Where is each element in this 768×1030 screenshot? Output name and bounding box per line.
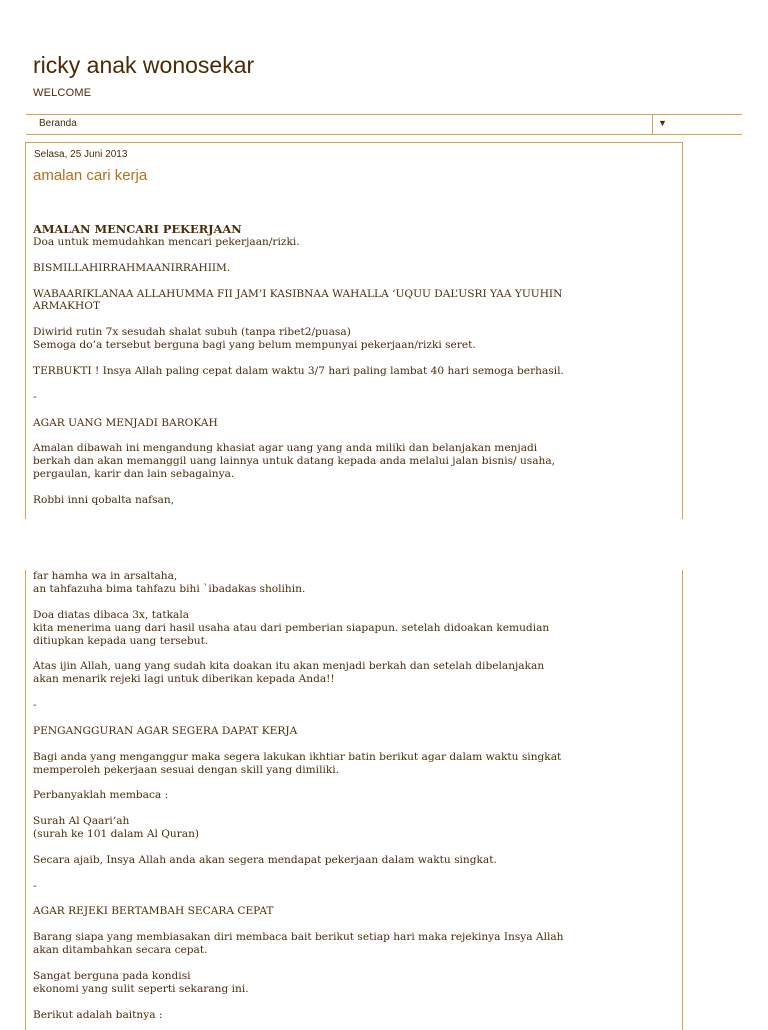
post-text-line: Surah Al Qaari’ah	[33, 815, 130, 828]
blog-description: WELCOME	[33, 87, 92, 99]
page-navigation-bar	[26, 114, 742, 135]
post-text-line: -	[33, 699, 37, 712]
post-text-line: WABAARIKLANAA ALLAHUMMA FII JAM’I KASIBNAA WAHALLA ‘UQUU DAL’USRI YAA YUUHIN	[33, 287, 563, 300]
post-body-continued	[33, 570, 563, 1022]
post-text-line: akan ditambahkan secara cepat.	[33, 944, 208, 957]
paragraph-gap	[33, 996, 563, 1009]
paragraph-gap	[33, 686, 563, 699]
post-text-line: PENGANGGURAN AGAR SEGERA DAPAT KERJA	[33, 724, 298, 737]
paragraph-gap	[33, 275, 563, 288]
paragraph-gap	[33, 352, 563, 365]
post-text-line: AGAR REJEKI BERTAMBAH SECARA CEPAT	[33, 905, 274, 918]
post-body	[33, 223, 563, 507]
paragraph-gap	[33, 481, 563, 494]
nav-dropdown-button[interactable]	[652, 115, 741, 134]
paragraph-gap	[33, 249, 563, 262]
post-text-line: Semoga do’a tersebut berguna bagi yang belum mempunyai pekerjaan/rizki seret.	[33, 339, 476, 352]
post-text-line: an tahfazuha bima tahfazu bihi `ibadakas sholihin.	[33, 582, 306, 595]
post-text-line: (surah ke 101 dalam Al Quran)	[33, 828, 200, 841]
post-text-line: Doa untuk memudahkan mencari pekerjaan/rizki.	[33, 235, 300, 248]
paragraph-gap	[33, 893, 563, 906]
post-text-line: Secara ajaib, Insya Allah anda akan segera mendapat pekerjaan dalam waktu singkat.	[33, 853, 497, 866]
post-text-line: Bagi anda yang menganggur maka segera lakukan ikhtiar batin berikut agar dalam waktu singkat	[33, 750, 562, 763]
paragraph-gap	[33, 867, 563, 880]
post-text-line: Barang siapa yang membiasakan diri membaca bait berikut setiap hari maka rejekinya Insya Allah	[33, 931, 564, 944]
post-text-line: ARMAKHOT	[33, 300, 101, 313]
post-text-line: -	[33, 390, 37, 403]
post-text-line: -	[33, 879, 37, 892]
post-text-line: BISMILLAHIRRAHMAANIRRAHIIM.	[33, 261, 231, 274]
post-heading: AMALAN MENCARI PEKERJAAN	[33, 222, 242, 236]
paragraph-gap	[33, 802, 563, 815]
paragraph-gap	[33, 918, 563, 931]
post-text-line: Robbi inni qobalta nafsan,	[33, 493, 175, 506]
post-text-line: pergaulan, karir dan lain sebagainya.	[33, 468, 235, 481]
dropdown-arrow-icon: ▼	[658, 118, 667, 128]
paragraph-gap	[33, 738, 563, 751]
post-text-line: Diwirid rutin 7x sesudah shalat subuh (tanpa ribet2/puasa)	[33, 326, 351, 339]
post-title[interactable]: amalan cari kerja	[33, 167, 148, 184]
post-text-line: Doa diatas dibaca 3x, tatkala	[33, 608, 190, 621]
post-text-line: memperoleh pekerjaan sesuai dengan skill yang dimiliki.	[33, 763, 340, 776]
post-text-line: ditiupkan kepada uang tersebut.	[33, 634, 209, 647]
blog-title[interactable]: ricky anak wonosekar	[33, 52, 255, 78]
post-text-line: Sangat berguna pada kondisi	[33, 969, 191, 982]
nav-item-home[interactable]: Beranda	[39, 118, 77, 129]
post-text-line: kita menerima uang dari hasil usaha atau dari pemberian siapapun. setelah didoakan kemudian	[33, 621, 550, 634]
post-text-line: AGAR UANG MENJADI BAROKAH	[33, 416, 218, 429]
post-text-line: Berikut adalah baitnya :	[33, 1008, 163, 1021]
paragraph-gap	[33, 712, 563, 725]
paragraph-gap	[33, 313, 563, 326]
post-text-line: Amalan dibawah ini mengandung khasiat agar uang yang anda miliki dan belanjakan menjadi	[33, 442, 538, 455]
post-text-line: far hamha wa in arsaltaha,	[33, 570, 178, 582]
post-text-line: Perbanyaklah membaca :	[33, 789, 169, 802]
paragraph-gap	[33, 429, 563, 442]
paragraph-gap	[33, 841, 563, 854]
paragraph-gap	[33, 404, 563, 417]
post-body-lines-continued	[33, 570, 563, 1022]
paragraph-gap	[33, 776, 563, 789]
paragraph-gap	[33, 957, 563, 970]
post-body-lines	[33, 236, 563, 507]
post-container	[25, 142, 683, 519]
post-text-line: Atas ijin Allah, uang yang sudah kita doakan itu akan menjadi berkah dan setelah dibelanjakan	[33, 660, 545, 673]
post-text-line: ekonomi yang sulit seperti sekarang ini.	[33, 982, 249, 995]
paragraph-gap	[33, 378, 563, 391]
paragraph-gap	[33, 647, 563, 660]
post-date: Selasa, 25 Juni 2013	[34, 149, 128, 160]
paragraph-gap	[33, 596, 563, 609]
post-container-continued	[25, 570, 683, 1030]
post-text-line: akan menarik rejeki lagi untuk diberikan kepada Anda!!	[33, 673, 335, 686]
post-text-line: TERBUKTI ! Insya Allah paling cepat dalam waktu 3/7 hari paling lambat 40 hari semoga berhasil.	[33, 364, 564, 377]
post-text-line: berkah dan akan memanggil uang lainnya untuk datang kepada anda melalui jalan bisnis/ usaha,	[33, 455, 556, 468]
